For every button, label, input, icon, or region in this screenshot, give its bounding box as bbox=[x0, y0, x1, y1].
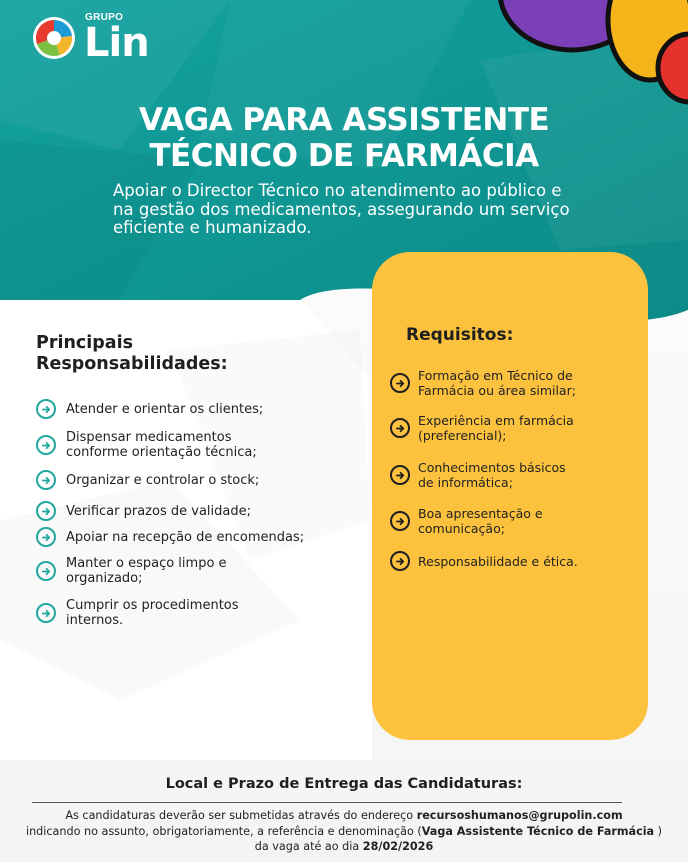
requirement-text: Conhecimentos básicos de informática; bbox=[418, 460, 566, 490]
requirement-text: Responsabilidade e ética. bbox=[418, 553, 578, 569]
list-item bbox=[36, 501, 251, 521]
title-line-2: TÉCNICO DE FARMÁCIA bbox=[149, 138, 539, 174]
page-title bbox=[0, 102, 688, 174]
list-item bbox=[390, 413, 608, 443]
list-item bbox=[390, 506, 608, 536]
arrow-right-circle-icon bbox=[36, 527, 56, 547]
list-item bbox=[36, 527, 304, 547]
title-line-1: VAGA PARA ASSISTENTE bbox=[138, 102, 550, 138]
list-item bbox=[36, 430, 257, 460]
list-item bbox=[36, 556, 227, 586]
responsibilities-title-line-2: Responsabilidades: bbox=[36, 354, 228, 374]
logo-mark-icon bbox=[30, 14, 78, 62]
arrow-right-circle-icon bbox=[36, 435, 56, 455]
requirements-title: Requisitos: bbox=[406, 325, 514, 345]
list-item bbox=[36, 470, 259, 490]
arrow-right-circle-icon bbox=[36, 561, 56, 581]
list-item bbox=[390, 368, 608, 398]
arrow-right-circle-icon bbox=[390, 418, 410, 438]
responsibility-text: Manter o espaço limpo e organizado; bbox=[66, 556, 227, 586]
responsibility-text: Organizar e controlar o stock; bbox=[66, 472, 260, 488]
arrow-right-circle-icon bbox=[36, 399, 56, 419]
requirement-text: Experiência em farmácia (preferencial); bbox=[418, 413, 574, 443]
list-item bbox=[390, 551, 608, 571]
footer-text bbox=[0, 808, 688, 855]
brand-group-label: GRUPO bbox=[85, 12, 124, 23]
arrow-right-circle-icon bbox=[390, 373, 410, 393]
footer-line-2-text: indicando no assunto, obrigatoriamente, a referência e denominação ( bbox=[25, 824, 422, 838]
brand-name: Lin bbox=[84, 20, 149, 66]
job-reference: Vaga Assistente Técnico de Farmácia bbox=[421, 824, 655, 838]
requirement-text: Boa apresentação e comunicação; bbox=[418, 506, 543, 536]
arrow-right-circle-icon bbox=[36, 501, 56, 521]
footer-line-3-text: da vaga até ao dia bbox=[254, 840, 363, 853]
contact-email[interactable]: recursoshumanos@grupolin.com bbox=[416, 809, 623, 822]
footer-line-2-suffix: ) bbox=[654, 824, 663, 838]
list-item bbox=[36, 399, 263, 419]
responsibilities-title bbox=[36, 333, 228, 375]
footer-line-1-text: As candidaturas deverão ser submetidas através do endereço bbox=[65, 809, 417, 822]
arrow-right-circle-icon bbox=[36, 470, 56, 490]
arrow-right-circle-icon bbox=[36, 603, 56, 623]
responsibility-text: Cumprir os procedimentos internos. bbox=[66, 598, 239, 628]
intro-line-2: na gestão dos medicamentos, assegurando um serviço bbox=[113, 199, 570, 219]
responsibility-text: Atender e orientar os clientes; bbox=[66, 401, 264, 417]
arrow-right-circle-icon bbox=[390, 465, 410, 485]
list-item bbox=[390, 460, 608, 490]
deadline-date: 28/02/2026 bbox=[362, 840, 434, 853]
footer-title: Local e Prazo de Entrega das Candidaturas: bbox=[165, 776, 523, 792]
responsibility-text: Verificar prazos de validade; bbox=[66, 503, 251, 519]
requirement-text: Formação em Técnico de Farmácia ou área similar; bbox=[418, 368, 576, 398]
responsibilities-title-line-1: Principais bbox=[36, 333, 134, 353]
arrow-right-circle-icon bbox=[390, 511, 410, 531]
list-item bbox=[36, 598, 239, 628]
footer-divider bbox=[32, 802, 622, 803]
intro-line-3: eficiente e humanizado. bbox=[113, 218, 312, 237]
arrow-right-circle-icon bbox=[390, 551, 410, 571]
responsibility-text: Dispensar medicamentos conforme orientação técnica; bbox=[66, 430, 257, 460]
brand-logo bbox=[30, 12, 160, 68]
intro-text bbox=[113, 182, 593, 238]
intro-line-1: Apoiar o Director Técnico no atendimento ao público e bbox=[113, 181, 562, 200]
responsibility-text: Apoiar na recepção de encomendas; bbox=[66, 529, 305, 545]
